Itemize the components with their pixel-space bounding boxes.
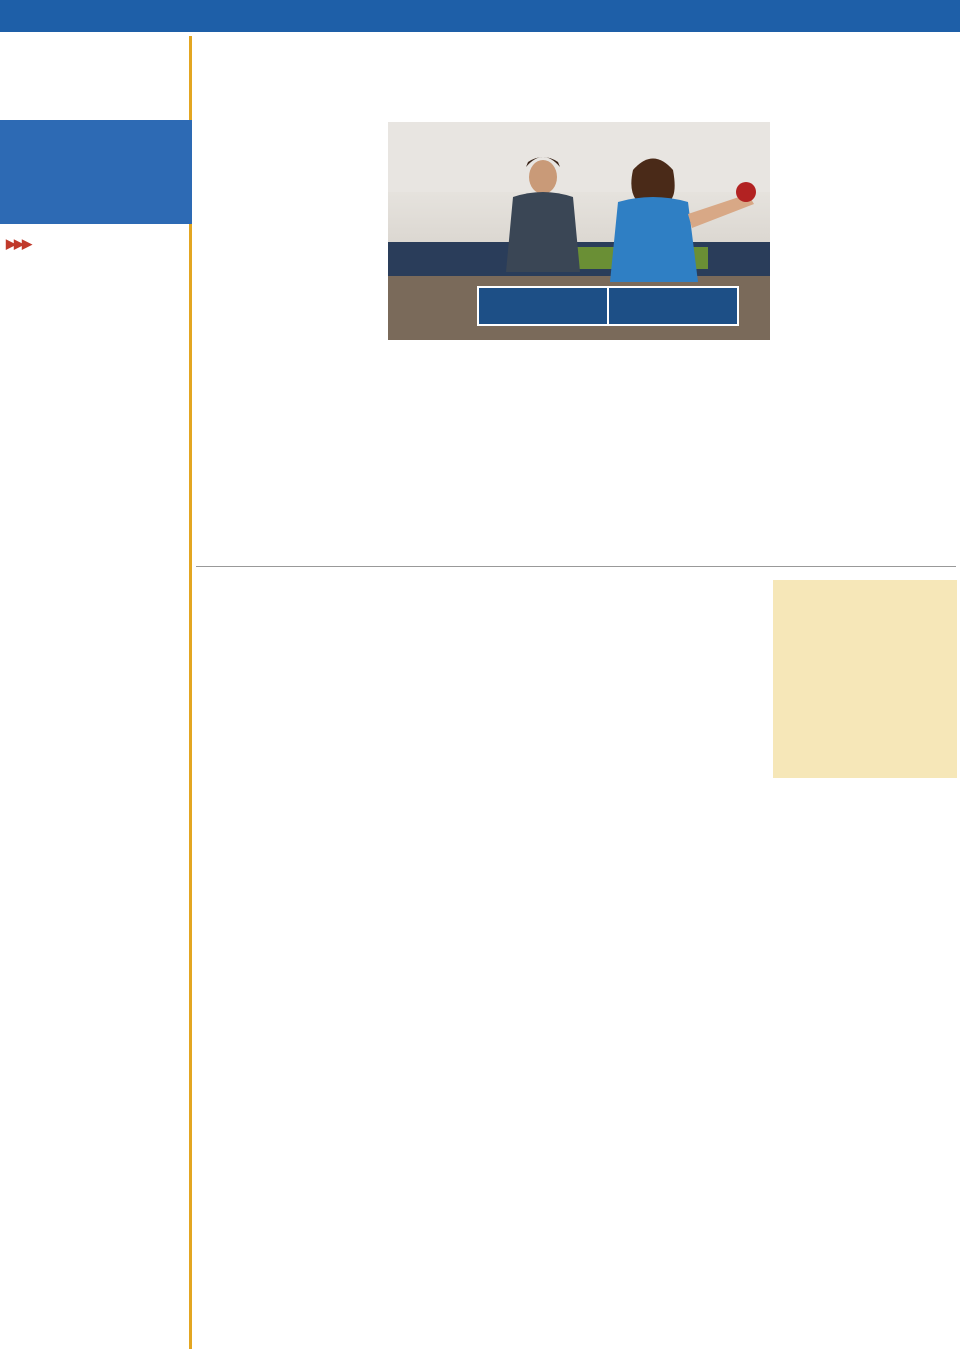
article-column (198, 650, 381, 870)
article-column (583, 348, 766, 396)
article-column (583, 640, 766, 870)
article-column (390, 640, 573, 870)
program-box (773, 580, 957, 778)
table-tennis-photo (388, 122, 770, 340)
triple-arrow-icon: ▶▶▶ (6, 236, 30, 251)
divider (196, 566, 956, 567)
article-column (776, 124, 956, 542)
sidebar-football-text (6, 292, 186, 1062)
article-column (390, 348, 573, 560)
sidebar-big-number (0, 36, 192, 126)
article-column (198, 262, 381, 560)
sidebar-basketball-text (6, 1097, 186, 1347)
article-column (583, 438, 766, 560)
page-header (0, 0, 960, 32)
extra-sport-label (6, 236, 36, 252)
sidebar-intro-box (0, 120, 192, 224)
